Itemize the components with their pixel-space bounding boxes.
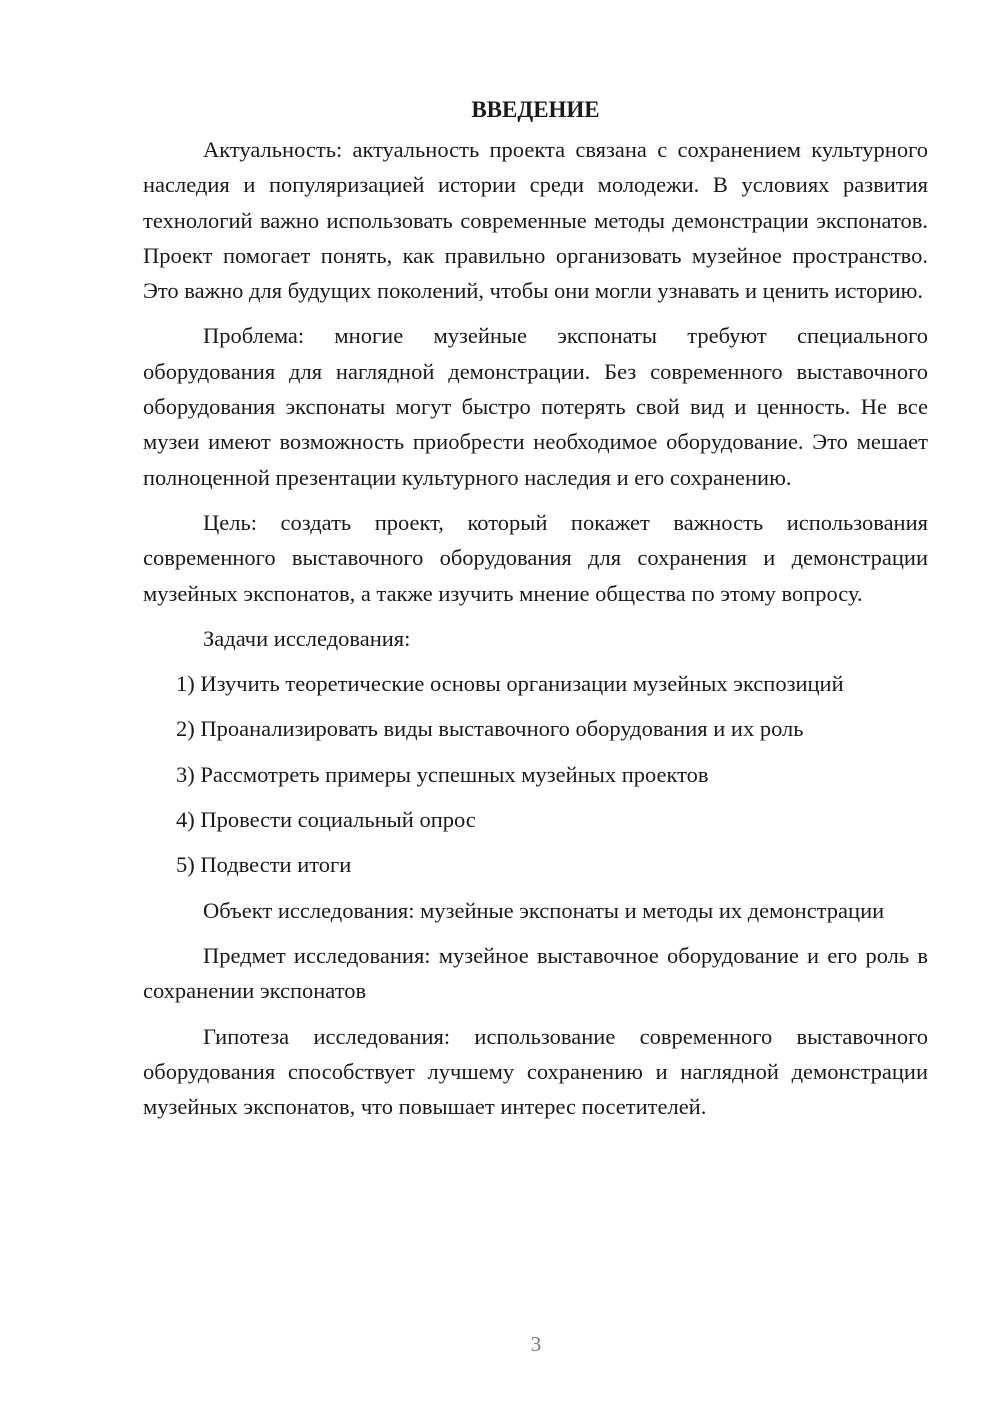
document-page	[143, 92, 928, 1134]
list-item: 2) Проанализировать виды выставочного оборудования и их роль	[176, 716, 804, 742]
tasks-heading: Задачи исследования:	[203, 625, 411, 651]
tasks-list	[143, 666, 928, 882]
relevance-paragraph: Актуальность: актуальность проекта связана с сохранением культурного наследия и популяризацией истории среди молодежи. В условиях развития технологий важно использовать современные методы демонстрации экспонатов. Проект помогает понять, как правильно организовать музейное пространство. Это важно для будущих поколений, чтобы они могли узнавать и ценить историю.	[143, 137, 928, 304]
hypothesis-paragraph: Гипотеза исследования: использование современного выставочного оборудования способствует лучшему сохранению и наглядной демонстрации музейных экспонатов, что повышает интерес посетителей.	[143, 1023, 928, 1120]
subject-paragraph: Предмет исследования: музейное выставочное оборудование и его роль в сохранении экспонатов	[143, 942, 928, 1004]
list-item: 1) Изучить теоретические основы организации музейных экспозиций	[176, 671, 844, 697]
object-paragraph: Объект исследования: музейные экспонаты и методы их демонстрации	[203, 897, 885, 923]
goal-paragraph: Цель: создать проект, который покажет важность использования современного выставочного оборудования для сохранения и демонстрации музейных экспонатов, а также изучить мнение общества по этому вопросу.	[143, 509, 928, 606]
list-item: 3) Рассмотреть примеры успешных музейных проектов	[176, 761, 709, 787]
page-number: 3	[530, 1332, 542, 1356]
page-title: ВВЕДЕНИЕ	[471, 97, 600, 122]
problem-paragraph: Проблема: многие музейные экспонаты требуют специального оборудования для наглядной демонстрации. Без современного выставочного оборудования экспонаты могут быстро потерять свой вид и ценность. Не все музеи имеют возможность приобрести необходимое оборудование. Это мешает полноценной презентации культурного наследия и его сохранению.	[143, 323, 928, 490]
list-item: 4) Провести социальный опрос	[176, 807, 476, 833]
list-item: 5) Подвести итоги	[176, 852, 352, 878]
